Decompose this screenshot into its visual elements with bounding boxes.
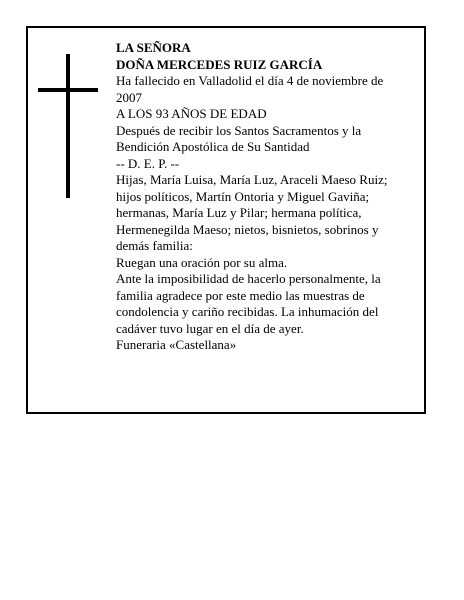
thanks-text: Ante la imposibilidad de hacerlo personalmente, la familia agradece por este medio las muestras de condolencia y cariño recibidas. La inhumación del cadáver tuvo lugar en el día de ayer. (116, 271, 381, 336)
family-list: Hijas, María Luisa, María Luz, Araceli Maeso Ruiz; hijos políticos, Martín Ontoria y Miguel Gaviña; hermanas, María Luz y Pilar; hermana política, Hermenegilda Maeso; nietos, bisnietos, sobrinos y demás familia: (116, 172, 388, 253)
death-info: Ha fallecido en Valladolid el día 4 de noviembre de 2007 (116, 73, 384, 105)
funeral-home: Funeraria «Castellana» (116, 337, 237, 352)
cross-icon (38, 54, 98, 198)
notice-text (116, 40, 408, 354)
notice-title-line-1: LA SEÑORA (116, 40, 191, 55)
prayer-request: Ruegan una oración por su alma. (116, 254, 288, 270)
rip-text: -- D. E. P. -- (116, 155, 180, 171)
sacraments-text: Después de recibir los Santos Sacramentos y la Bendición Apostólica de Su Santidad (116, 122, 362, 154)
deceased-name: DOÑA MERCEDES RUIZ GARCÍA (116, 56, 323, 72)
age-at-death: A LOS 93 AÑOS DE EDAD (116, 106, 267, 121)
cross-vertical-bar (66, 54, 70, 198)
cross-horizontal-bar (38, 88, 98, 92)
obituary-notice (26, 26, 426, 414)
